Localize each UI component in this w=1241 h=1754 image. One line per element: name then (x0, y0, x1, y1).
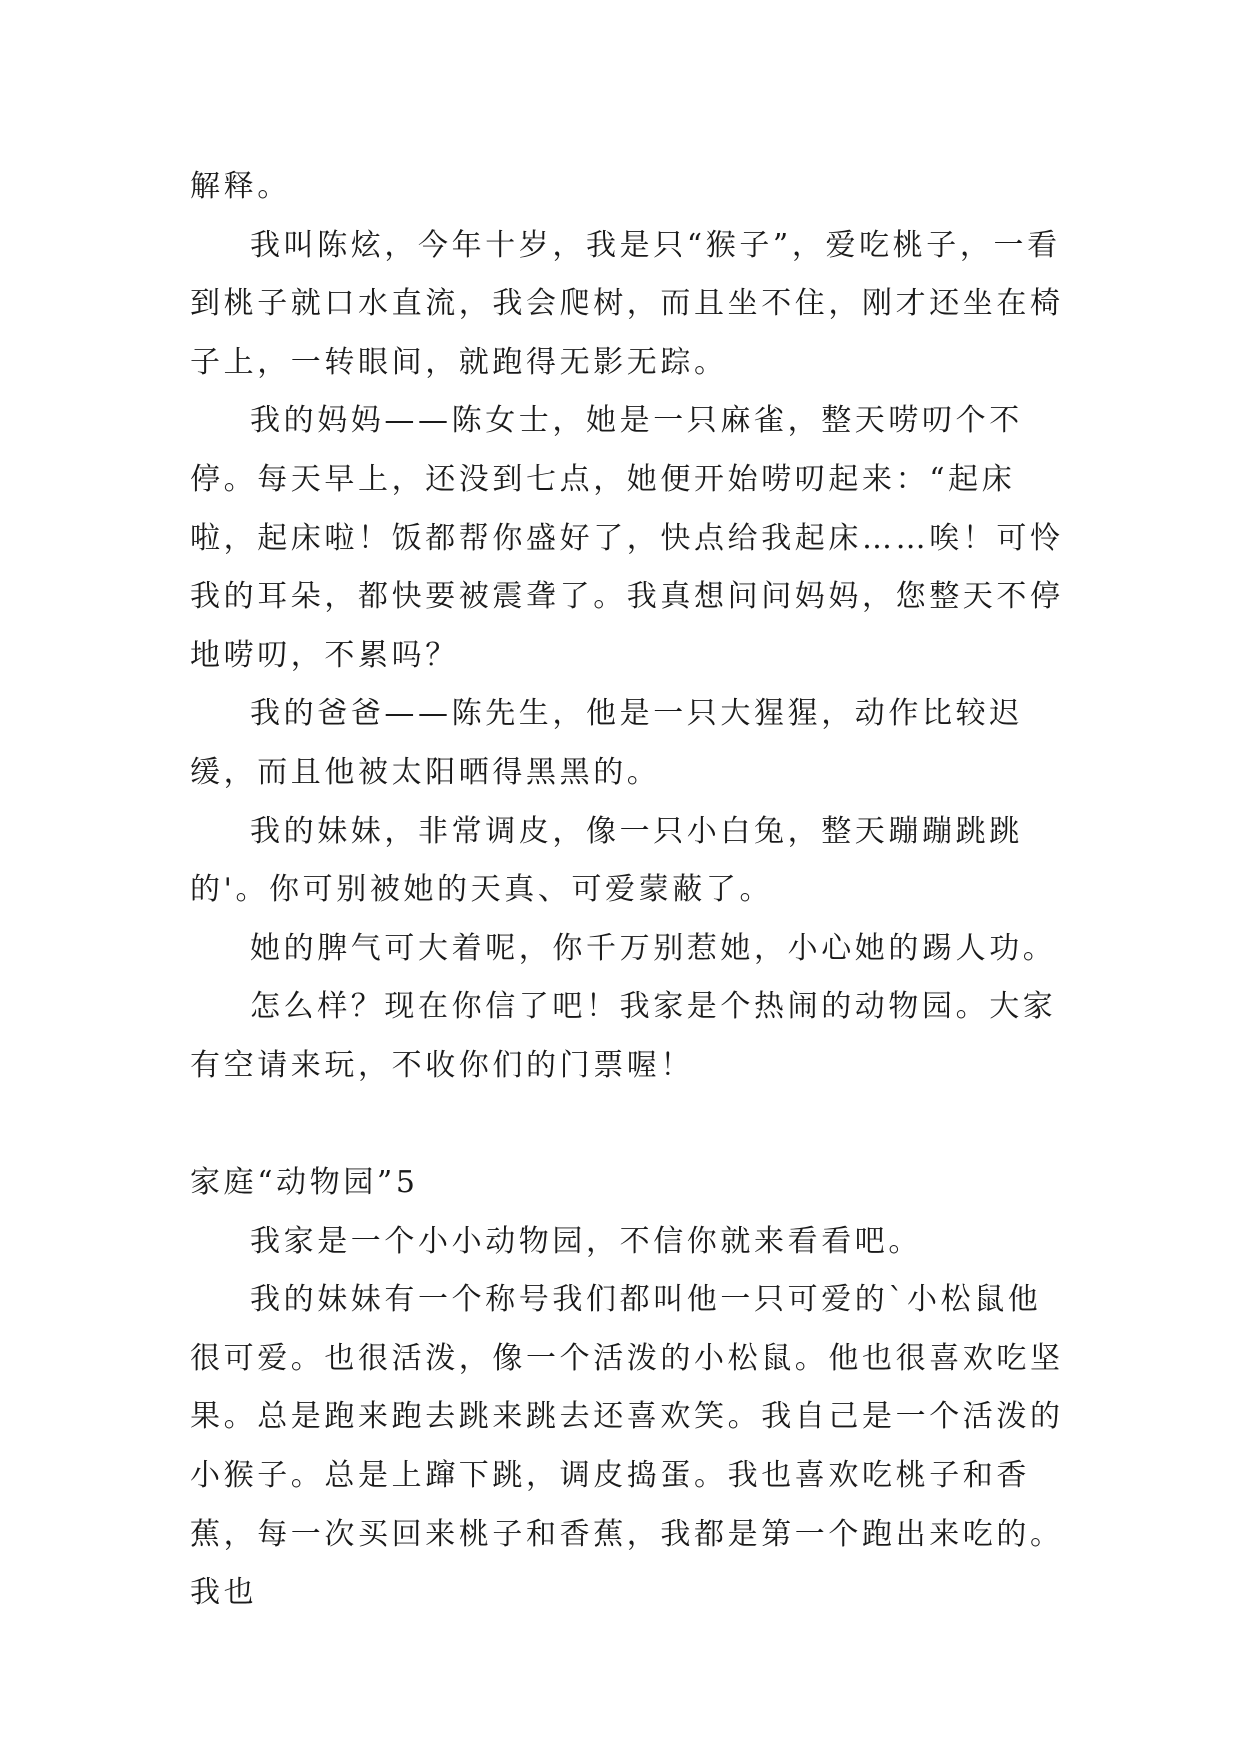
document-body (190, 158, 1070, 1623)
paragraph-sister-squirrel: 我的妹妹有一个称号我们都叫他一只可爱的`小松鼠他很可爱。也很活泼，像一个活泼的小松鼠。他也很喜欢吃坚果。总是跑来跑去跳来跳去还喜欢笑。我自己是一个活泼的小猴子。总是上蹿下跳，调皮捣蛋。我也喜欢吃桃子和香蕉，每一次买回来桃子和香蕉，我都是第一个跑出来吃的。我也 (190, 1282, 1064, 1611)
paragraph-father-gorilla: 我的爸爸——陈先生，他是一只大猩猩，动作比较迟缓，而且他被太阳晒得黑黑的。 (190, 696, 1023, 790)
paragraph-intro-zoo: 我家是一个小小动物园，不信你就来看看吧。 (250, 1223, 922, 1259)
paragraph-mother-sparrow: 我的妈妈——陈女士，她是一只麻雀，整天唠叨个不停。每天早上，还没到七点，她便开始唠叨起来：“起床啦，起床啦！饭都帮你盛好了，快点给我起床……唉！可怜我的耳朵，都快要被震聋了。我真想问问妈妈，您整天不停地唠叨，不累吗？ (190, 403, 1064, 673)
paragraph-self-monkey: 我叫陈炫，今年十岁，我是只“猴子”，爱吃桃子，一看到桃子就口水直流，我会爬树，而且坐不住，刚才还坐在椅子上，一转眼间，就跑得无影无踪。 (190, 227, 1064, 380)
paragraph-conclusion: 怎么样？现在你信了吧！我家是个热闹的动物园。大家有空请来玩，不收你们的门票喔！ (190, 989, 1057, 1083)
section-title: 家庭“动物园”5 (190, 1165, 419, 1201)
paragraph-explanation-end: 解释。 (190, 169, 291, 204)
section-spacer (190, 1096, 1070, 1155)
paragraph-sister-temper: 她的脾气可大着呢，你千万别惹她，小心她的踢人功。 (250, 930, 1057, 966)
paragraph-sister-rabbit: 我的妹妹，非常调皮，像一只小白兔，整天蹦蹦跳跳的'。你可别被她的天真、可爱蒙蔽了。 (190, 813, 1023, 908)
